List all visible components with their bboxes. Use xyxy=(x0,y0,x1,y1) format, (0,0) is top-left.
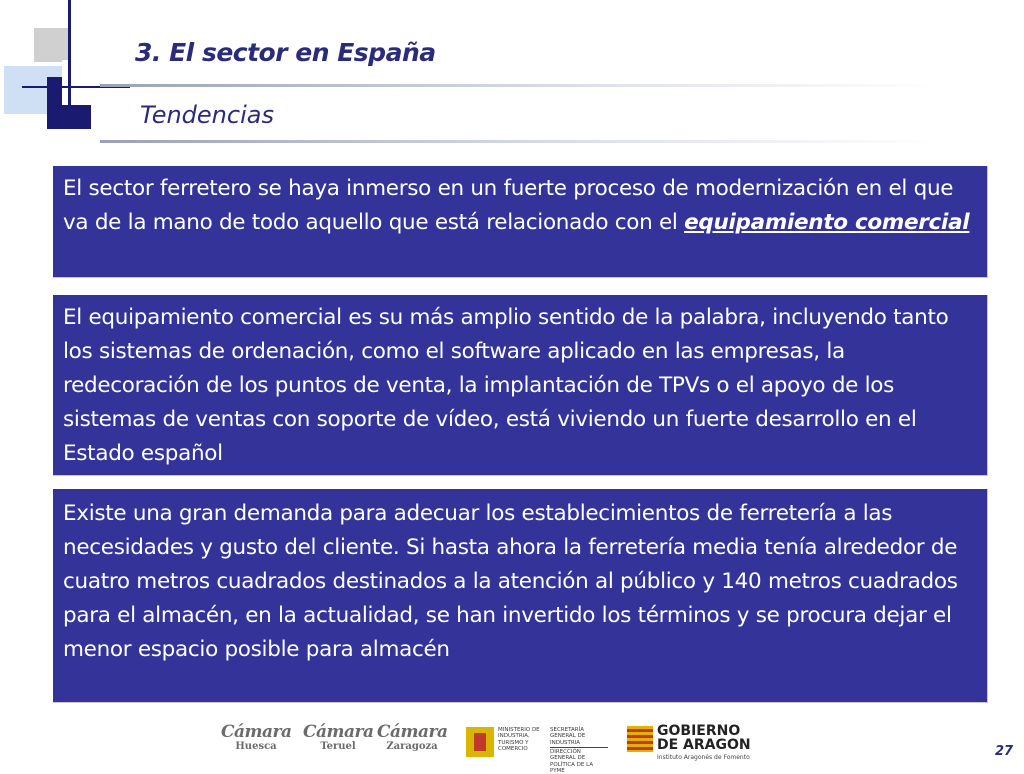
logo-camara-city: Huesca xyxy=(235,741,277,752)
logo-camara-city: Zaragoza xyxy=(386,741,438,752)
content-box-3 xyxy=(53,489,988,703)
content-box-2-text: El equipamiento comercial es su más amplio sentido de la palabra, incluyendo tanto los sistemas de ordenación, como el software aplicado en las empresas, la redecoración de los puntos de venta, la implantación de TPVs o el apoyo de los sistemas de ventas con soporte de vídeo, está viviendo un fuerte desarrollo en el Estado español xyxy=(63,305,949,466)
logo-camara-name: Cámara xyxy=(303,722,374,742)
spain-shield-icon xyxy=(466,727,494,757)
ministerio-right-bottom: DIRECCIÓN GENERAL DE POLÍTICA DE LA PYME xyxy=(550,748,594,774)
page-title: 3. El sector en España xyxy=(135,38,436,67)
logo-camara-name: Cámara xyxy=(221,722,292,742)
content-box-3-text: Existe una gran demanda para adecuar los establecimientos de ferretería a las necesidades y gusto del cliente. Si hasta ahora la ferretería media tenía alrededor de cuatro metros cuadrados destinados a la atención al público y 140 metros cuadrados para el almacén, en la actualidad, se han invertido los términos y se procura dejar el menor espacio posible para almacén xyxy=(63,501,958,662)
header-rule-top xyxy=(100,84,940,87)
page-number: 27 xyxy=(995,744,1014,759)
aragon-subtitle: Instituto Aragonés de Fomento xyxy=(657,754,750,761)
logo-camara-zaragoza xyxy=(377,724,447,752)
aragon-line1: GOBIERNO xyxy=(657,723,741,739)
content-box-1 xyxy=(53,166,988,278)
logo-gobierno-aragon xyxy=(627,724,757,764)
aragon-flag-icon xyxy=(627,726,653,752)
content-box-2 xyxy=(53,295,988,476)
logo-ministerio xyxy=(466,725,616,774)
logo-camara-huesca xyxy=(221,724,291,752)
aragon-line2: DE ARAGON xyxy=(657,737,751,753)
content-box-1-emphasis: equipamiento comercial xyxy=(684,210,970,235)
content-box-1-text: El sector ferretero se haya inmerso en un fuerte proceso de modernización en el que va de la mano de todo aquello que está relacionado con el xyxy=(63,176,954,235)
corner-decoration xyxy=(0,0,130,135)
ministerio-left-text: MINISTERIO DE INDUSTRIA, TURISMO Y COMERCIO xyxy=(498,727,540,752)
logo-camara-name: Cámara xyxy=(377,722,448,742)
ministerio-right-top: SECRETARÍA GENERAL DE INDUSTRIA xyxy=(550,727,586,746)
header-rule-bottom xyxy=(100,140,940,143)
logo-camara-teruel xyxy=(303,724,373,752)
logo-camara-city: Teruel xyxy=(320,741,356,752)
page-subtitle: Tendencias xyxy=(140,101,274,129)
